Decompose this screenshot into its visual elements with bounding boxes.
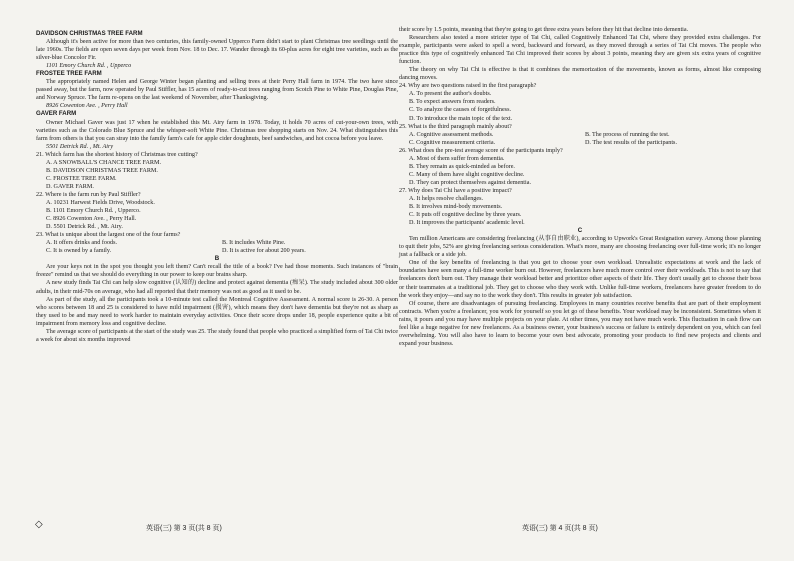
passage-c-paragraph-2: One of the key benefits of freelancing is that you get to choose your own workload. Unrealistic expectations at work and the lack of boundaries have seen many a full-time worker burn out. However, freelancers have much more control over their workloads. This is not to say that freelancers don't burn out. They manage their workload better and prioritize other aspects of their life. They don't usually get to choose their boss or their teammates at a traditional job. They get to choose who they work with. Unlike full-time workers, freelancers have greater freedom to do the work they enjoy—and say no to the work they don't. This results in greater job satisfaction. [399, 260, 761, 299]
diamond-icon: ◇ [35, 519, 43, 530]
q25-option-b: B. The process of running the test. [585, 131, 670, 138]
question-22: 22. Where is the farm run by Paul Stiffler? [36, 191, 141, 198]
q26-option-b: B. They remain as quick-minded as before. [409, 163, 515, 170]
q26-option-a: A. Most of them suffer from dementia. [409, 155, 505, 162]
q26-option-d: D. They can protect themselves against dementia. [409, 179, 531, 186]
davidson-title: DAVIDSON CHRISTMAS TREE FARM [36, 30, 143, 37]
q25-options-row1 [399, 131, 761, 139]
passage-c-paragraph-1: Ten million Americans are considering freelancing (从事自由职业), according to Upwork's Great Resignation survey. Among those planning to quit their jobs, 52% are giving freelancing serious consideration. What's more, many are choosing freelancing over full-time work; it's no longer just a fallback or a side job. [399, 236, 761, 259]
passage-b-paragraph-5: Researchers also tested a more stricter type of Tai Chi, called Cognitively Enhanced Tai Chi, where they provided extra challenges. For example, participants were asked to spell a word, backward and forward, as they moved through a series of Tai Chi moves. The people who practice this type of cognitively enhanced Tai Chi improved their scores by about 3 points, meaning they are given six extra years of cognitive function. [399, 35, 761, 66]
gaver-title: GAVER FARM [36, 110, 77, 118]
gaver-body: Owner Michael Gaver was just 17 when he established this Mt. Airy farm in 1978. Today, it holds 70 acres of cut-your-own trees, with varieties such as the Colorado Blue Spruce and the whisper-soft White Pine. Christmas tree shopping starts on Nov. 24. What distinguishes this farm from others is that you can stray into the family farm's cafe for apple cider doughnuts, beef sandwiches, and hot cocoa before you leave. [36, 119, 398, 142]
left-page-footer: 英语(三) 第 3 页(共 8 页) [146, 525, 222, 532]
q25-options-row2 [399, 139, 761, 147]
q24-option-d: D. To introduce the main topic of the text. [409, 115, 513, 122]
passage-b-paragraph-3: As part of the study, all the participants took a 10-minute test called the Montreal Cognitive Assessment. A normal score is 26-30. A person who scores between 18 and 25 is considered to have mild impairment (损害), which means they don't have dementia but they're not as sharp as they used to be and may need to work harder to maintain everyday activities. Once their score drops under 18, people experience quite a bit of impairment from memory loss and cognitive decline. [36, 296, 398, 327]
q25-option-a: A. Cognitive assessment methods. [409, 131, 494, 138]
passage-b-paragraph-4: The average score of participants at the start of the study was 25. The study found that people who practiced a simplified form of Tai Chi twice a week for about six months improved [36, 328, 398, 343]
q26-option-c: C. Many of them have slight cognitive decline. [409, 171, 525, 178]
section-b-heading: B [214, 255, 220, 263]
davidson-address: 1101 Emory Church Rd. , Upperco [46, 63, 132, 70]
q22-option-c: C. 8926 Cowenton Ave. , Perry Hall. [46, 216, 137, 223]
q24-option-c: C. To analyze the causes of forgetfulness. [409, 107, 511, 114]
passage-b-paragraph-2: A new study finds Tai Chi can help slow cognitive (认知的) decline and protect against dementia (痴呆). The study included about 300 older adults, in their mid-70s on average, who had all reported that their memory was not as good as it used to be. [36, 280, 398, 295]
question-24: 24. Why are two questions raised in the first paragraph? [399, 83, 537, 90]
q25-option-d: D. The test results of the participants. [585, 139, 677, 146]
q27-option-b: B. It involves mind-body movements. [409, 204, 503, 211]
passage-b-paragraph-4-continued: their score by 1.5 points, meaning that they're going to get three extra years before they hit that decline into dementia. [399, 27, 689, 33]
q21-option-b: B. DAVIDSON CHRISTMAS TREE FARM. [46, 167, 158, 174]
q23-options-row2 [36, 247, 398, 255]
right-column [399, 26, 761, 348]
passage-b-paragraph-1: Are your keys not in the spot you thought you left them? Can't recall the title of a book? I've had those moments. Such instances of "brain freeze" remind us that we should do everything in our power to keep our brains sharp. [36, 264, 398, 279]
passage-c-paragraph-3: Of course, there are disadvantages of pursuing freelancing. Employees in many countries receive benefits that are part of their employment contracts. When you're a freelancer, you work for yourself so you let go of these benefits. Your workload may be inconsistent. Sometimes when it rains, it pours and you may have multiple projects on your plate. At other times, you may not have much work. This fluctuation in cash flow can feel like a huge negative for new freelancers. As a business owner, your business's success or failure is entirely dependent on you, which can feel overwhelming. You will also have to learn to become your own best advocate, promoting your products to find new projects and clients and expand your business. [399, 300, 761, 347]
left-column [36, 30, 398, 344]
q24-option-a: A. To present the author's doubts. [409, 91, 492, 98]
q23-option-a: A. It offers drinks and foods. [46, 240, 118, 247]
q21-option-d: D. GAVER FARM. [46, 183, 94, 190]
q23-option-d: D. It is active for about 200 years. [222, 248, 306, 255]
q21-option-a: A. A SNOWBALL'S CHANCE TREE FARM. [46, 159, 162, 166]
q23-option-b: B. It includes White Pine. [222, 240, 286, 247]
right-page-footer: 英语(三) 第 4 页(共 8 页) [522, 525, 598, 532]
q23-option-c: C. It is owned by a family. [46, 248, 112, 255]
q24-option-b: B. To expect answers from readers. [409, 99, 496, 106]
question-26: 26. What does the pre-test average score of the participants imply? [399, 147, 563, 154]
gaver-address: 5501 Detrick Rd. , Mt. Airy [46, 143, 114, 150]
question-27: 27. Why does Tai Chi have a positive impact? [399, 187, 512, 194]
question-25: 25. What is the third paragraph mainly about? [399, 123, 512, 130]
frostee-body: The appropriately named Helen and George Winter began planting and selling trees at their Perry Hall farm in 1974. The two have since passed away, but the farm, now operated by Paul Stiffler, has 15 acres of ready-to-cut trees ranging from Scotch Pine to White Pine, Douglas Pine, and Norway Spruce. The farm re-opens on the last weekend of November, after Thanksgiving. [36, 79, 398, 102]
q21-option-c: C. FROSTEE TREE FARM. [46, 175, 117, 182]
frostee-title: FROSTEE TREE FARM [36, 70, 102, 78]
q22-option-d: D. 5501 Detrick Rd. , Mt. Airy. [46, 224, 123, 231]
q27-option-d: D. It improves the participants' academic level. [409, 220, 525, 227]
q25-option-c: C. Cognitive measurement criteria. [409, 139, 496, 146]
frostee-address: 8926 Cowenton Ave. , Perry Hall [46, 103, 128, 110]
question-23: 23. What is unique about the largest one of the four farms? [36, 232, 181, 239]
question-21: 21. Which farm has the shortest history of Christmas tree cutting? [36, 151, 198, 158]
q22-option-b: B. 1101 Emory Church Rd. , Upperco. [46, 208, 141, 215]
q23-options-row1 [36, 239, 398, 247]
q27-option-c: C. It puts off cognitive decline by three years. [409, 212, 522, 219]
passage-b-paragraph-6: The theory on why Tai Chi is effective is that it combines the memorization of the movements, known as forms, almost like composing dancing moves. [399, 67, 761, 82]
section-c-heading: C [577, 227, 583, 235]
davidson-body: Although it's been active for more than two centuries, this family-owned Upperco Farm didn't start to plant Christmas tree seedlings until the late 1960s. The fields are open seven days per week from Nov. 18 to Dec. 17. Wander through its 60-plus acres for eight tree varieties, such as the silver-blue Concolor Fir. [36, 39, 398, 62]
q22-option-a: A. 10231 Harwest Fields Drive, Woodstock. [46, 199, 155, 206]
q27-option-a: A. It helps resolve challenges. [409, 195, 484, 202]
